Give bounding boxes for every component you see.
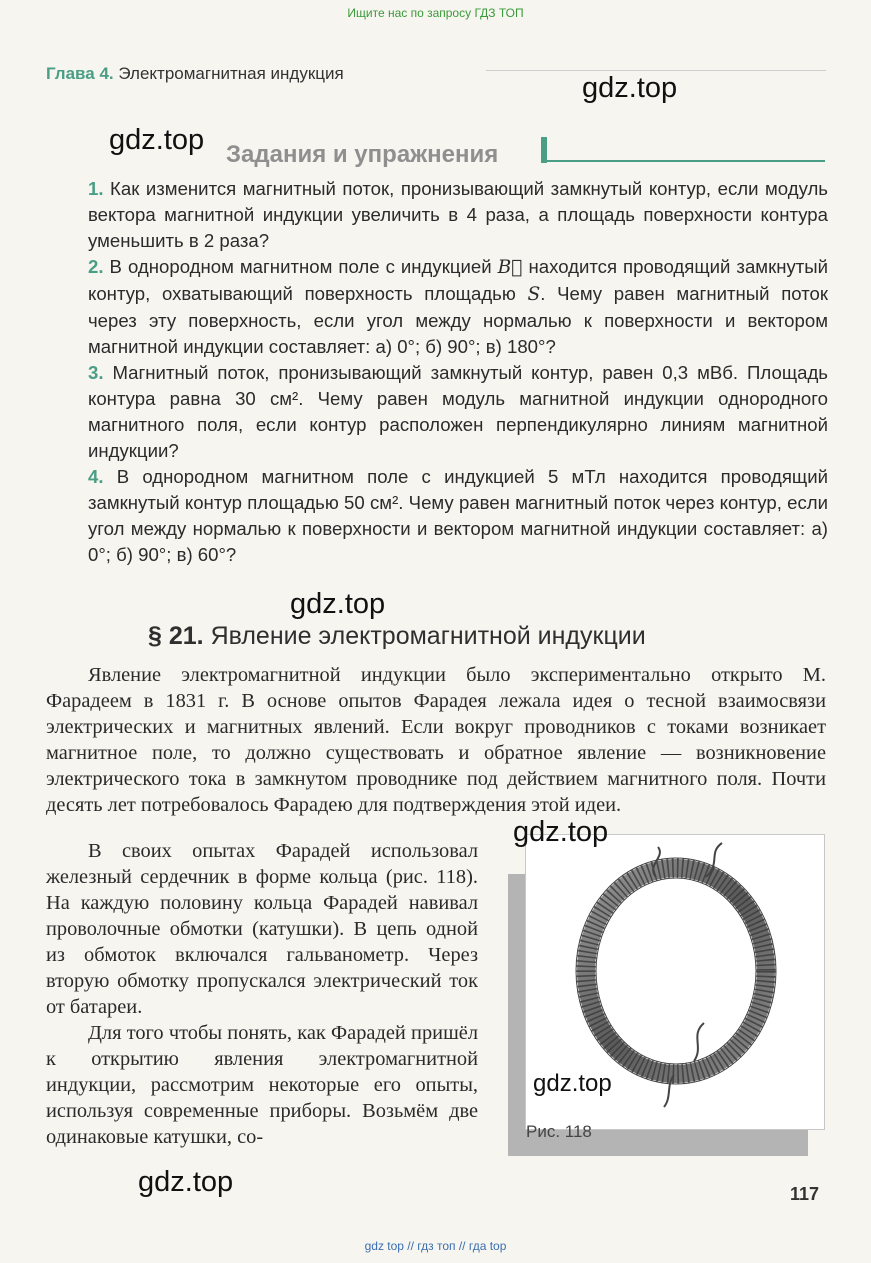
task-text: находится проводящий замкнутый контур, охватывающий поверхность площадью <box>88 256 829 304</box>
bottom-links[interactable]: gdz top // гдз топ // гда top <box>364 1239 507 1253</box>
page-number: 117 <box>790 1184 820 1204</box>
intro-text <box>46 662 826 818</box>
task-text: Как изменится магнитный поток, пронизывающий замкнутый контур, если модуль вектора магнитной индукции увеличить в 4 раза, а площадь поверхности контура уменьшить в 2 раза? <box>88 178 828 251</box>
chapter-header <box>46 64 344 84</box>
heading-accent-line <box>547 160 825 162</box>
watermark: gdz.top <box>513 816 609 848</box>
tasks-heading: Задания и упражнения <box>226 141 499 168</box>
chapter-title: Электромагнитная индукция <box>118 64 344 83</box>
task-item <box>88 254 828 360</box>
watermark: gdz.top <box>582 72 678 104</box>
watermark: gdz.top <box>290 588 386 620</box>
watermark: gdz.top <box>533 1070 612 1097</box>
top-promo-link[interactable]: Ищите нас по запросу ГДЗ ТОП <box>347 6 524 20</box>
task-item <box>88 176 828 254</box>
vector-b-symbol: B⃗ <box>497 257 523 278</box>
task-text: . Чему равен магнитный поток через эту поверхность, если угол между нормалью к поверхности и вектором магнитной индукции составляет: а) 0°; б) 90°; в) 180°? <box>88 283 828 357</box>
task-number: 2. <box>88 256 104 277</box>
chapter-number: Глава 4. <box>46 64 114 83</box>
watermark: gdz.top <box>109 124 205 156</box>
task-number: 3. <box>88 362 104 383</box>
section-number: § 21. <box>148 622 204 650</box>
task-number: 1. <box>88 178 104 199</box>
column-text <box>46 838 478 1150</box>
chapter-rule <box>486 70 826 71</box>
figure-caption: Рис. 118 <box>526 1122 592 1141</box>
task-text: В однородном магнитном поле с индукцией <box>109 256 492 277</box>
task-number: 4. <box>88 466 104 487</box>
paragraph: В своих опытах Фарадей использовал железный сердечник в форме кольца (рис. 118). На каждую половину кольца Фарадей навивал проволочные обмотки (катушки). В цепь одной из обмоток включался гальванометр. Через вторую обмотку пропускался электрический ток от батареи. <box>46 840 478 1018</box>
task-text: В однородном магнитном поле с индукцией 5 мТл находится проводящий замкнутый контур площадью 50 см². Чему равен магнитный поток через контур, если угол между нормалью к поверхности и вектором магнитной индукции составляет: а) 0°; б) 90°; в) 60°? <box>88 466 828 565</box>
watermark: gdz.top <box>138 1166 234 1198</box>
task-item <box>88 360 828 464</box>
section-title: Явление электромагнитной индукции <box>210 622 646 650</box>
tasks-list <box>88 176 828 568</box>
area-s-symbol: S <box>527 284 541 305</box>
paragraph: Явление электромагнитной индукции было экспериментально открыто М. Фарадеем в 1831 г. В основе опытов Фарадея лежала идея о тесной взаимосвязи электрических и магнитных явлений. Если вокруг проводников с токами возникает магнитное поле, то должно существовать и обратное явление — возникновение электрического тока в замкнутом проводнике под действием магнитного поля. Почти десять лет потребовалось Фарадею для подтверждения этой идеи. <box>46 664 826 816</box>
paragraph: Для того чтобы понять, как Фарадей пришёл к открытию явления электромагнитной индукции, рассмотрим некоторые его опыты, используя современные приборы. Возьмём две одинаковые катушки, со- <box>46 1022 478 1148</box>
task-item <box>88 464 828 568</box>
section-heading <box>148 622 646 651</box>
task-text: Магнитный поток, пронизывающий замкнутый контур, равен 0,3 мВб. Площадь контура равна 30 см². Чему равен модуль магнитной индукции однородного магнитного поля, если контур расположен перпендикулярно линиям магнитной индукции? <box>88 362 828 461</box>
